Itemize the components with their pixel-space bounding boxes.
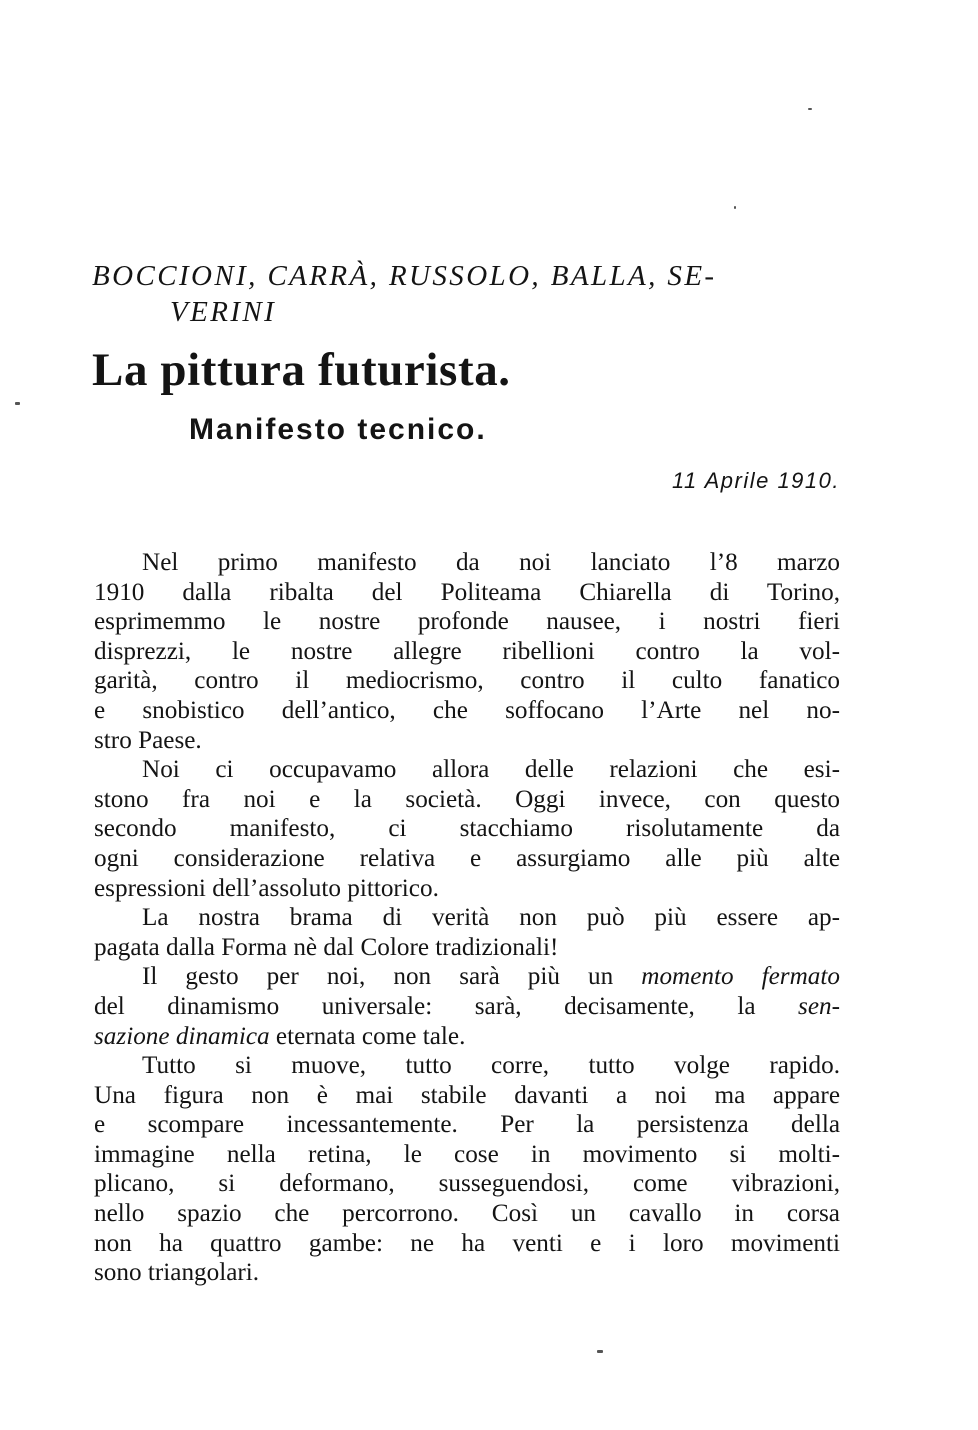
text-line: 1910 dalla ribalta del Politeama Chiarella di Torino, [94,578,840,606]
scan-speck [734,206,736,209]
document-subtitle: Manifesto tecnico. [189,413,487,446]
text-line: plicano, si deformano, susseguendosi, come vibrazioni, [94,1170,840,1198]
paragraph [94,903,840,962]
paragraph [94,1051,840,1288]
text-run: Il gesto per noi, non sarà più un [142,963,642,991]
italic-text: sazione dinamica [94,1022,270,1050]
text-line [94,1022,840,1052]
paragraph [94,962,840,1051]
body-text [94,548,840,1288]
text-line: Tutto si muove, tutto corre, tutto volge rapido. [142,1052,840,1080]
text-line: sono triangolari. [94,1259,260,1287]
scan-speck [808,108,812,110]
document-title: La pittura futurista. [92,344,511,396]
text-line: e scompare incessantemente. Per la persistenza della [94,1111,840,1139]
text-line: e snobistico dell’antico, che soffocano l’Arte nel no- [94,696,840,724]
authors-line: BOCCIONI, CARRÀ, RUSSOLO, BALLA, SE- [92,260,717,292]
text-line [94,962,840,992]
text-line: ogni considerazione relativa e assurgiamo alle più alte [94,844,840,872]
scan-speck [597,1350,603,1353]
text-line: La nostra brama di verità non può più essere ap- [142,904,840,932]
document-date: 11 Aprile 1910. [671,468,840,493]
text-line: pagata dalla Forma nè dal Colore tradizionali! [94,933,559,961]
italic-text: momento fermato [641,963,840,991]
text-line: stro Paese. [94,726,202,754]
text-line: non ha quattro gambe: ne ha venti e i loro movimenti [94,1229,840,1257]
text-line: esprimemmo le nostre profonde nausee, i nostri fieri [94,608,840,636]
authors-line: VERINI [170,296,277,328]
text-line: disprezzi, le nostre allegre ribellioni contro la vol- [94,637,840,665]
text-line [94,992,840,1022]
text-line: Una figura non è mai stabile davanti a noi ma appare [94,1081,840,1109]
paragraph [94,548,840,755]
text-run: eternata come tale. [269,1022,466,1050]
text-line: garità, contro il mediocrismo, contro il culto fanatico [94,667,840,695]
text-line: Noi ci occupavamo allora delle relazioni che esi- [142,756,840,784]
authors-heading [92,258,852,330]
text-line: espressioni dell’assoluto pittorico. [94,874,439,902]
paragraph [94,755,840,903]
text-line: secondo manifesto, ci stacchiamo risolutamente da [94,815,840,843]
text-line: Nel primo manifesto da noi lanciato l’8 marzo [142,549,840,576]
text-line: nello spazio che percorrono. Così un cavallo in corsa [94,1200,840,1228]
italic-text: sen- [798,992,840,1020]
text-line: immagine nella retina, le cose in movimento si molti- [94,1140,840,1168]
text-run: del dinamismo universale: sarà, decisamente, la [94,992,799,1020]
scan-speck [15,402,20,405]
text-line: stono fra noi e la società. Oggi invece, con questo [94,785,840,813]
